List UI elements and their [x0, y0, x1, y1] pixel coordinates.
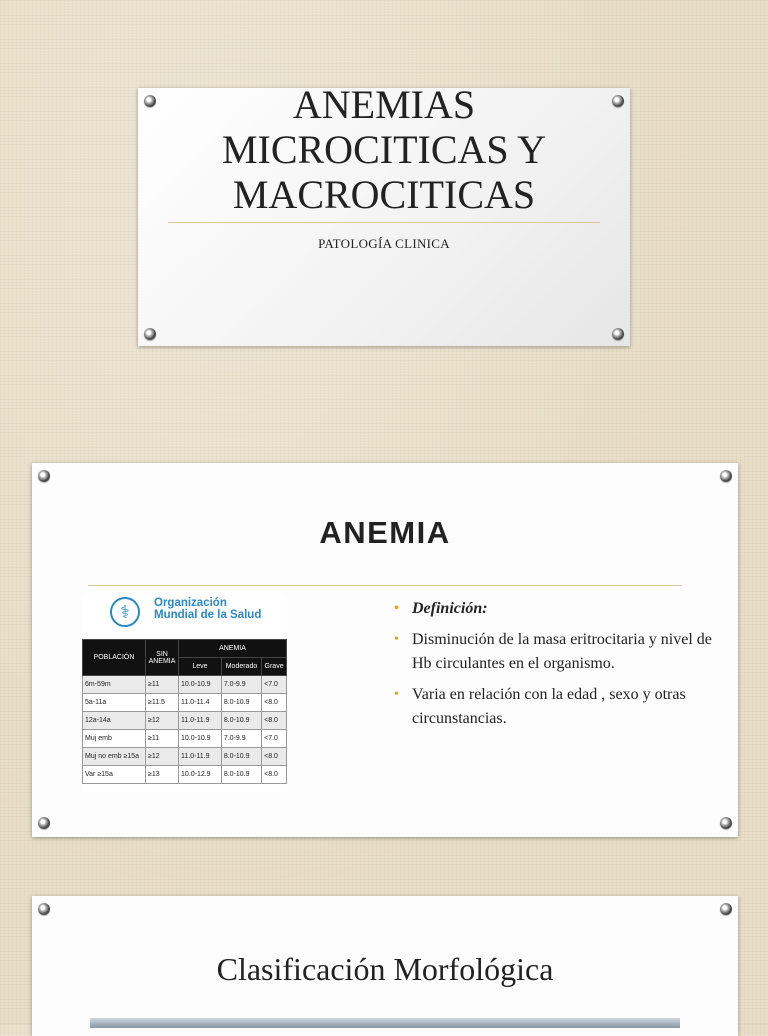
- table-cell: 10.0-10.9: [179, 730, 222, 748]
- title-line: ANEMIAS: [292, 82, 476, 127]
- title-line: MICROCITICAS Y: [221, 127, 547, 172]
- bullet-item: [394, 628, 714, 676]
- table-cell: 11.0-11.9: [179, 712, 222, 730]
- slide-heading: Clasificación Morfológica: [216, 951, 554, 987]
- hemoglobin-table: [82, 639, 287, 784]
- table-row: [83, 676, 287, 694]
- bullet-item: [394, 683, 714, 731]
- table-cell: 10.0-12.9: [179, 766, 222, 784]
- screw-icon: [38, 470, 50, 482]
- who-org-line: Mundial de la Salud: [154, 609, 262, 621]
- classification-slide: [32, 896, 738, 1036]
- table-cell: 8.0-10.9: [221, 766, 261, 784]
- table-cell: <8.0: [262, 766, 287, 784]
- bullet-icon: •: [394, 601, 399, 616]
- col-header-moderado: Moderado: [221, 658, 261, 676]
- who-emblem-icon: ⚕: [110, 597, 140, 627]
- screw-icon: [38, 903, 50, 915]
- bullet-icon: •: [394, 687, 399, 702]
- table-cell: 5a-11a: [83, 694, 146, 712]
- table-cell: ≥11.5: [146, 694, 179, 712]
- image-strip: [90, 1018, 680, 1028]
- table-cell: ≥12: [146, 712, 179, 730]
- col-header-sin-anemia: SIN ANEMIA: [146, 640, 179, 676]
- screw-icon: [144, 328, 156, 340]
- table-cell: Muj no emb ≥15a: [83, 748, 146, 766]
- who-header: [82, 593, 287, 637]
- slide-title: [138, 82, 630, 217]
- col-header-poblacion: POBLACIÓN: [83, 640, 146, 676]
- bullet-text: Disminución de la masa eritrocitaria y nivel de Hb circulantes en el organismo.: [412, 631, 712, 672]
- screw-icon: [38, 817, 50, 829]
- screw-icon: [612, 328, 624, 340]
- table-cell: ≥12: [146, 748, 179, 766]
- table-cell: 8.0-10.9: [221, 712, 261, 730]
- col-header-grave: Grave: [262, 658, 287, 676]
- table-cell: 8.0-10.9: [221, 748, 261, 766]
- heading-divider: [88, 585, 682, 586]
- title-slide: [138, 82, 630, 346]
- table-cell: ≥11: [146, 730, 179, 748]
- bullet-list: [394, 597, 714, 738]
- table-cell: 11.0-11.9: [179, 748, 222, 766]
- slide-subtitle: PATOLOGÍA CLINICA: [318, 236, 450, 251]
- title-divider: [168, 222, 600, 223]
- table-cell: 12a-14a: [83, 712, 146, 730]
- who-org-line: Organización: [154, 597, 227, 609]
- table-cell: 10.0-10.9: [179, 676, 222, 694]
- who-org-name: [154, 597, 261, 621]
- table-cell: ≥11: [146, 676, 179, 694]
- screw-icon: [720, 903, 732, 915]
- table-row: [83, 730, 287, 748]
- table-cell: <8.0: [262, 694, 287, 712]
- col-header-leve: Leve: [179, 658, 222, 676]
- title-line: MACROCITICAS: [232, 172, 536, 217]
- bullet-icon: •: [394, 632, 399, 647]
- who-hemoglobin-table-image: [82, 593, 287, 792]
- table-cell: <8.0: [262, 712, 287, 730]
- table-row: [83, 712, 287, 730]
- screw-icon: [720, 470, 732, 482]
- bullet-text: Definición:: [412, 600, 488, 617]
- table-cell: <7.0: [262, 676, 287, 694]
- table-cell: ≥13: [146, 766, 179, 784]
- table-cell: 7.0-9.9: [221, 676, 261, 694]
- screw-icon: [720, 817, 732, 829]
- table-cell: <8.0: [262, 748, 287, 766]
- table-row: [83, 766, 287, 784]
- table-row: [83, 748, 287, 766]
- table-cell: 7.0-9.9: [221, 730, 261, 748]
- table-cell: Muj emb: [83, 730, 146, 748]
- table-cell: 11.0-11.4: [179, 694, 222, 712]
- table-cell: Var ≥15a: [83, 766, 146, 784]
- bullet-item: [394, 597, 714, 621]
- slide-heading: ANEMIA: [319, 515, 451, 550]
- table-cell: <7.0: [262, 730, 287, 748]
- table-cell: 6m-59m: [83, 676, 146, 694]
- bullet-text: Varia en relación con la edad , sexo y otras circunstancias.: [412, 686, 686, 727]
- anemia-slide: [32, 463, 738, 837]
- table-row: [83, 694, 287, 712]
- col-header-anemia: ANEMIA: [179, 640, 287, 658]
- table-cell: 8.0-10.9: [221, 694, 261, 712]
